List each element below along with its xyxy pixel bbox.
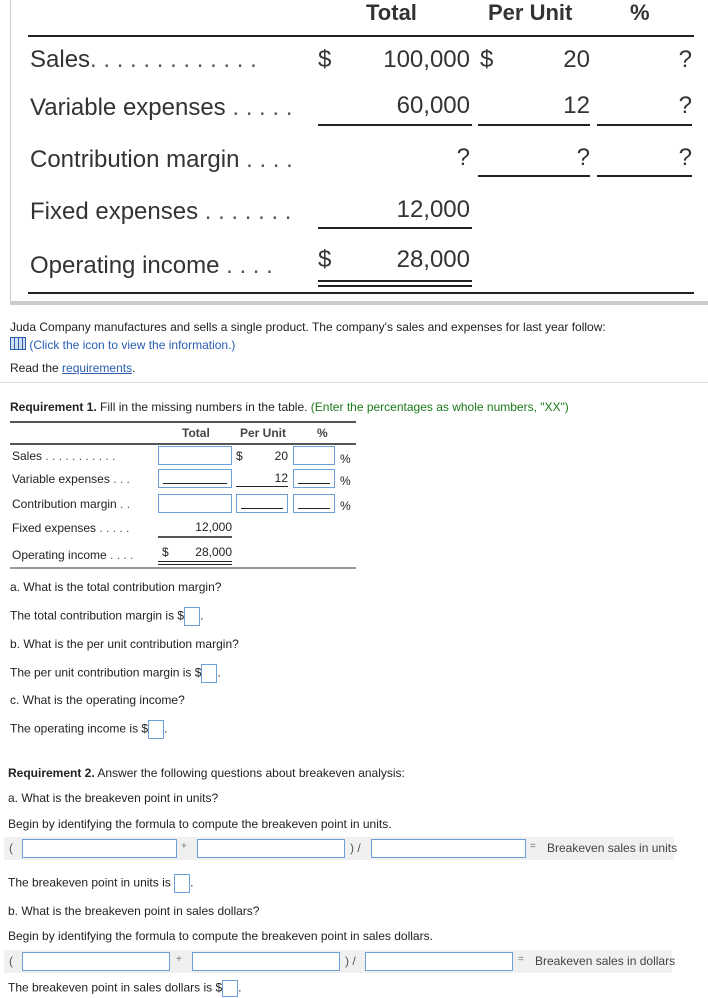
cm-per-unit-input[interactable] — [236, 494, 288, 513]
cm-pct: ? — [678, 144, 692, 171]
fixed-total: 12,000 — [396, 196, 470, 223]
variable-total-input[interactable] — [158, 469, 232, 488]
cm-total: ? — [456, 144, 470, 171]
label-variable: Variable expenses — [30, 94, 226, 121]
sales-total: 100,000 — [383, 46, 470, 73]
label-fixed: Fixed expenses — [30, 198, 199, 225]
oi-dollar: $ — [318, 246, 332, 273]
dollars-formula-input-1[interactable] — [22, 952, 170, 971]
dollars-formula-input-2[interactable] — [192, 952, 340, 971]
leader-dots: . . . . . . . . . . . . . — [90, 46, 257, 73]
leader-dots: . . . . — [106, 548, 134, 562]
operating-income-input[interactable] — [148, 720, 164, 739]
st-header-pct: % — [317, 426, 328, 440]
sales-dollar: $ — [318, 46, 332, 73]
cm-pct-input[interactable] — [293, 494, 335, 513]
label-sales: Sales — [30, 46, 91, 73]
header-per-unit: Per Unit — [488, 0, 573, 25]
intro-text: Juda Company manufactures and sells a single product. The company's sales and expenses for last year follow: — [10, 320, 606, 334]
table-icon[interactable] — [10, 337, 26, 350]
header-total: Total — [366, 0, 417, 25]
variable-pct: ? — [678, 92, 692, 119]
leader-dots: . . . . . . . — [198, 198, 292, 225]
units-formula-input-2[interactable] — [197, 839, 345, 858]
label-cm: Contribution margin — [30, 146, 240, 173]
header-percent: % — [630, 0, 650, 25]
st-header-per-unit: Per Unit — [240, 426, 287, 440]
variable-total: 60,000 — [396, 92, 470, 119]
variable-per-unit: 12 — [563, 92, 590, 119]
sales-total-input[interactable] — [158, 446, 232, 465]
units-formula-input-3[interactable] — [371, 839, 526, 858]
cm-total-input[interactable] — [158, 494, 232, 513]
breakeven-dollars-input[interactable] — [222, 980, 238, 997]
leader-dots: . . . . . . . . . . . — [42, 449, 116, 463]
sales-dollar2: $ — [480, 46, 494, 73]
unit-cm-input[interactable] — [201, 664, 217, 683]
total-cm-input[interactable] — [184, 607, 200, 626]
sales-pct: ? — [678, 46, 692, 73]
leader-dots: . . . . — [219, 252, 273, 279]
label-oi: Operating income — [30, 252, 220, 279]
leader-dots: . . — [116, 497, 131, 511]
requirements-link[interactable]: requirements — [62, 361, 133, 375]
sales-pct-input[interactable] — [293, 446, 335, 465]
leader-dots: . . . . . — [225, 94, 293, 121]
st-header-total: Total — [182, 426, 210, 440]
sales-per-unit: 20 — [563, 46, 590, 73]
click-info-link[interactable]: (Click the icon to view the information.) — [10, 337, 235, 352]
breakeven-units-input[interactable] — [174, 874, 190, 893]
leader-dots: . . . . — [239, 146, 293, 173]
dollars-formula-input-3[interactable] — [365, 952, 513, 971]
units-formula-input-1[interactable] — [22, 839, 177, 858]
leader-dots: . . . — [109, 472, 130, 486]
leader-dots: . . . . . — [96, 521, 130, 535]
variable-pct-input[interactable] — [293, 469, 335, 488]
cm-per-unit: ? — [576, 144, 590, 171]
oi-total: 28,000 — [396, 246, 470, 273]
